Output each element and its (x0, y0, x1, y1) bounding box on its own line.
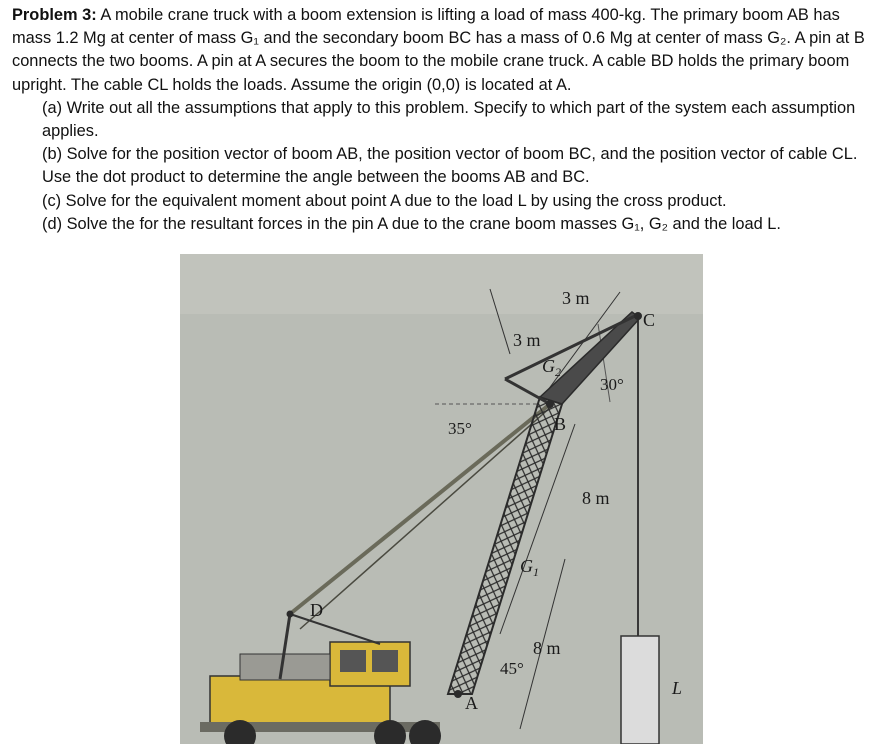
pin-b (546, 400, 554, 408)
background-band (180, 254, 703, 314)
dim-bc-top: 3 m (562, 288, 590, 308)
problem-intro (12, 4, 874, 97)
dim-bc-side: 3 m (513, 330, 541, 350)
problem-text: A mobile crane truck with a boom extension is lifting a load of mass 400-kg. The primary boom AB has mass 1.2 Mg at center of mass G₁ and the secondary boom BC has a mass of 0.6 Mg at center of mass G₂. A pin at B connects the two booms. A pin at A secures the boom to the mobile crane truck. A cable BD holds the primary boom upright. The cable CL holds the loads. Assume the origin (0,0) is located at A. (12, 6, 865, 94)
dim-ab-upper: 8 m (582, 488, 610, 508)
truck-window (340, 650, 366, 672)
pin-a (454, 690, 462, 698)
problem-heading: Problem 3: (12, 6, 97, 24)
part-a: (a) Write out all the assumptions that apply to this problem. Specify to which part of the system each assumption applies. (42, 98, 856, 141)
part-b: (b) Solve for the position vector of boom AB, the position vector of boom BC, and the position vector of cable CL. Use the dot product to determine the angle between the booms AB and BC. (42, 145, 858, 187)
pin-c (634, 312, 642, 320)
crane-diagram (180, 254, 703, 744)
part-d: (d) Solve the for the resultant forces in the pin A due to the crane boom masses G₁, G₂ and the load L. (42, 214, 781, 233)
angle-boom: 45° (500, 659, 524, 678)
load-block (621, 636, 659, 744)
label-a: A (465, 693, 478, 713)
label-g2: $G_2$ (542, 356, 561, 379)
point-d (287, 611, 294, 618)
label-l: L (672, 678, 683, 698)
label-c: C (643, 310, 656, 330)
crane-house (240, 654, 330, 680)
angle-extension: 30° (600, 375, 624, 394)
label-d: D (310, 600, 323, 620)
problem-statement (12, 4, 874, 236)
label-g1: $G_1$ (520, 556, 539, 579)
part-c: (c) Solve for the equivalent moment about point A due to the load L by using the cross product. (42, 191, 727, 210)
truck-window-2 (372, 650, 398, 672)
crane-figure (180, 254, 703, 744)
dim-ab-lower: 8 m (533, 638, 561, 658)
label-b: B (554, 414, 567, 434)
angle-cable: 35° (448, 419, 472, 438)
